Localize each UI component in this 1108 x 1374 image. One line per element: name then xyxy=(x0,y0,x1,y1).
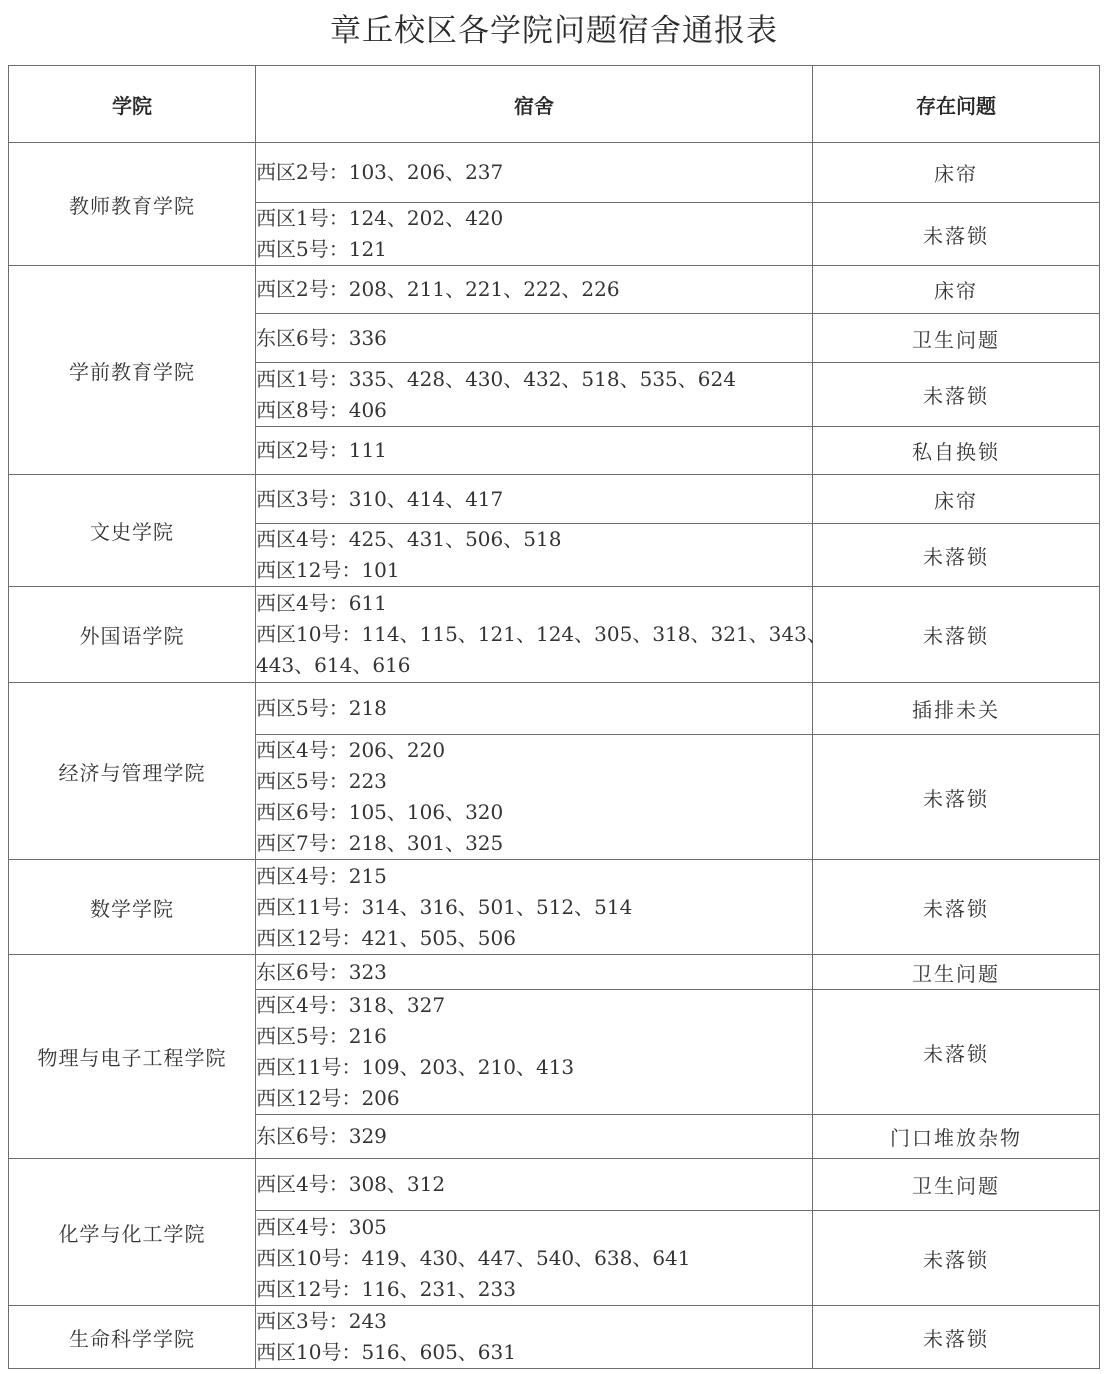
dorm-line: 西区2号：111 xyxy=(256,438,387,462)
dorm-line: 西区12号：206 xyxy=(256,1086,400,1110)
dorm-line: 西区12号：101 xyxy=(256,558,400,582)
dorm-line: 西区8号：406 xyxy=(256,397,387,422)
issue-cell: 床帘 xyxy=(813,266,1100,314)
table-body xyxy=(9,143,1100,1369)
dorm-line: 东区6号：336 xyxy=(256,325,387,350)
issue-cell: 未落锁 xyxy=(813,735,1100,860)
dorm-cell xyxy=(256,683,813,735)
college-cell: 外国语学院 xyxy=(9,587,256,683)
dorm-line: 西区10号：516、605、631 xyxy=(256,1340,516,1364)
dorm-cell xyxy=(256,1306,813,1369)
issue-cell: 卫生问题 xyxy=(813,1159,1100,1211)
dorm-line: 西区5号：121 xyxy=(256,237,387,261)
issue-cell: 未落锁 xyxy=(813,860,1100,955)
page-title: 章丘校区各学院问题宿舍通报表 xyxy=(330,13,778,49)
dorm-line: 西区1号：124、202、420 xyxy=(256,206,504,230)
dorm-line: 西区4号：308、312 xyxy=(256,1172,446,1196)
dorm-line: 西区10号：419、430、447、540、638、641 xyxy=(256,1245,691,1270)
dorm-line: 西区2号：103、206、237 xyxy=(256,160,504,184)
college-cell: 化学与化工学院 xyxy=(9,1159,256,1306)
issue-cell: 插排未关 xyxy=(813,683,1100,735)
dorm-line: 西区5号：218 xyxy=(256,696,387,720)
dorm-cell xyxy=(256,735,813,860)
issue-cell: 未落锁 xyxy=(813,1306,1100,1369)
dorm-line: 西区2号：208、211、221、222、226 xyxy=(256,277,620,301)
table-row xyxy=(9,475,1100,524)
dorm-line: 西区10号：114、115、121、124、305、318、321、343、 xyxy=(256,622,827,646)
table-row xyxy=(9,1306,1100,1369)
dorm-cell xyxy=(256,314,813,363)
dorm-cell xyxy=(256,860,813,955)
dorm-line: 西区4号：305 xyxy=(256,1214,387,1239)
table-row xyxy=(9,587,1100,683)
header-college: 学院 xyxy=(9,66,256,143)
college-cell: 文史学院 xyxy=(9,475,256,587)
dorm-cell xyxy=(256,587,827,683)
dorm-line: 西区11号：109、203、210、413 xyxy=(256,1055,575,1079)
dorm-cell xyxy=(256,955,813,990)
table-row xyxy=(9,143,1100,203)
dorm-line: 西区12号：116、231、233 xyxy=(256,1276,516,1301)
issue-cell: 未落锁 xyxy=(813,524,1100,587)
dorm-cell xyxy=(256,475,813,524)
issue-cell: 私自换锁 xyxy=(813,427,1100,475)
dorm-line: 西区4号：425、431、506、518 xyxy=(256,527,562,551)
issue-cell: 卫生问题 xyxy=(813,314,1100,363)
dorm-cell xyxy=(256,266,813,314)
dorm-cell xyxy=(256,990,813,1115)
dorm-cell xyxy=(256,143,813,203)
issue-cell: 门口堆放杂物 xyxy=(813,1115,1100,1159)
dorm-line: 西区7号：218、301、325 xyxy=(256,831,504,855)
dorm-line: 西区12号：421、505、506 xyxy=(256,925,516,950)
dorm-line: 西区3号：310、414、417 xyxy=(256,486,504,511)
table-row xyxy=(9,955,1100,990)
table-row xyxy=(9,683,1100,735)
dorm-cell xyxy=(256,1115,813,1159)
dorm-report-table xyxy=(8,65,1100,1369)
college-cell: 教师教育学院 xyxy=(9,143,256,266)
issue-cell: 床帘 xyxy=(813,143,1100,203)
header-dorm: 宿舍 xyxy=(256,66,813,143)
dorm-line: 西区1号：335、428、430、432、518、535、624 xyxy=(256,366,736,391)
issue-cell: 未落锁 xyxy=(813,990,1100,1115)
issue-cell: 卫生问题 xyxy=(813,955,1100,990)
dorm-line: 西区5号：223 xyxy=(256,769,387,793)
college-cell: 数学学院 xyxy=(9,860,256,955)
college-cell: 学前教育学院 xyxy=(9,266,256,475)
college-cell: 生命科学学院 xyxy=(9,1306,256,1369)
dorm-line: 443、614、616 xyxy=(256,653,411,677)
dorm-line: 西区4号：206、220 xyxy=(256,738,446,762)
dorm-line: 西区6号：105、106、320 xyxy=(256,800,504,824)
dorm-line: 东区6号：323 xyxy=(256,959,387,984)
dorm-line: 西区4号：611 xyxy=(256,591,387,615)
table-row xyxy=(9,1159,1100,1211)
header-issue: 存在问题 xyxy=(813,66,1100,143)
table-row xyxy=(9,266,1100,314)
dorm-cell xyxy=(256,363,813,427)
issue-cell: 未落锁 xyxy=(813,1211,1100,1306)
dorm-line: 西区4号：318、327 xyxy=(256,993,446,1017)
issue-cell: 未落锁 xyxy=(813,203,1100,266)
dorm-cell xyxy=(256,203,813,266)
issue-cell: 未落锁 xyxy=(813,363,1100,427)
issue-cell: 床帘 xyxy=(813,475,1100,524)
dorm-cell xyxy=(256,524,813,587)
college-cell: 经济与管理学院 xyxy=(9,683,256,860)
dorm-cell xyxy=(256,427,813,475)
dorm-line: 西区11号：314、316、501、512、514 xyxy=(256,894,633,919)
table-header-row xyxy=(9,66,1100,143)
table-row xyxy=(9,860,1100,955)
dorm-line: 西区4号：215 xyxy=(256,863,387,888)
college-cell: 物理与电子工程学院 xyxy=(9,955,256,1159)
dorm-line: 东区6号：329 xyxy=(256,1124,387,1148)
dorm-line: 西区3号：243 xyxy=(256,1309,387,1333)
dorm-cell xyxy=(256,1159,813,1211)
issue-cell: 未落锁 xyxy=(813,587,1100,683)
dorm-cell xyxy=(256,1211,813,1306)
dorm-line: 西区5号：216 xyxy=(256,1024,387,1048)
